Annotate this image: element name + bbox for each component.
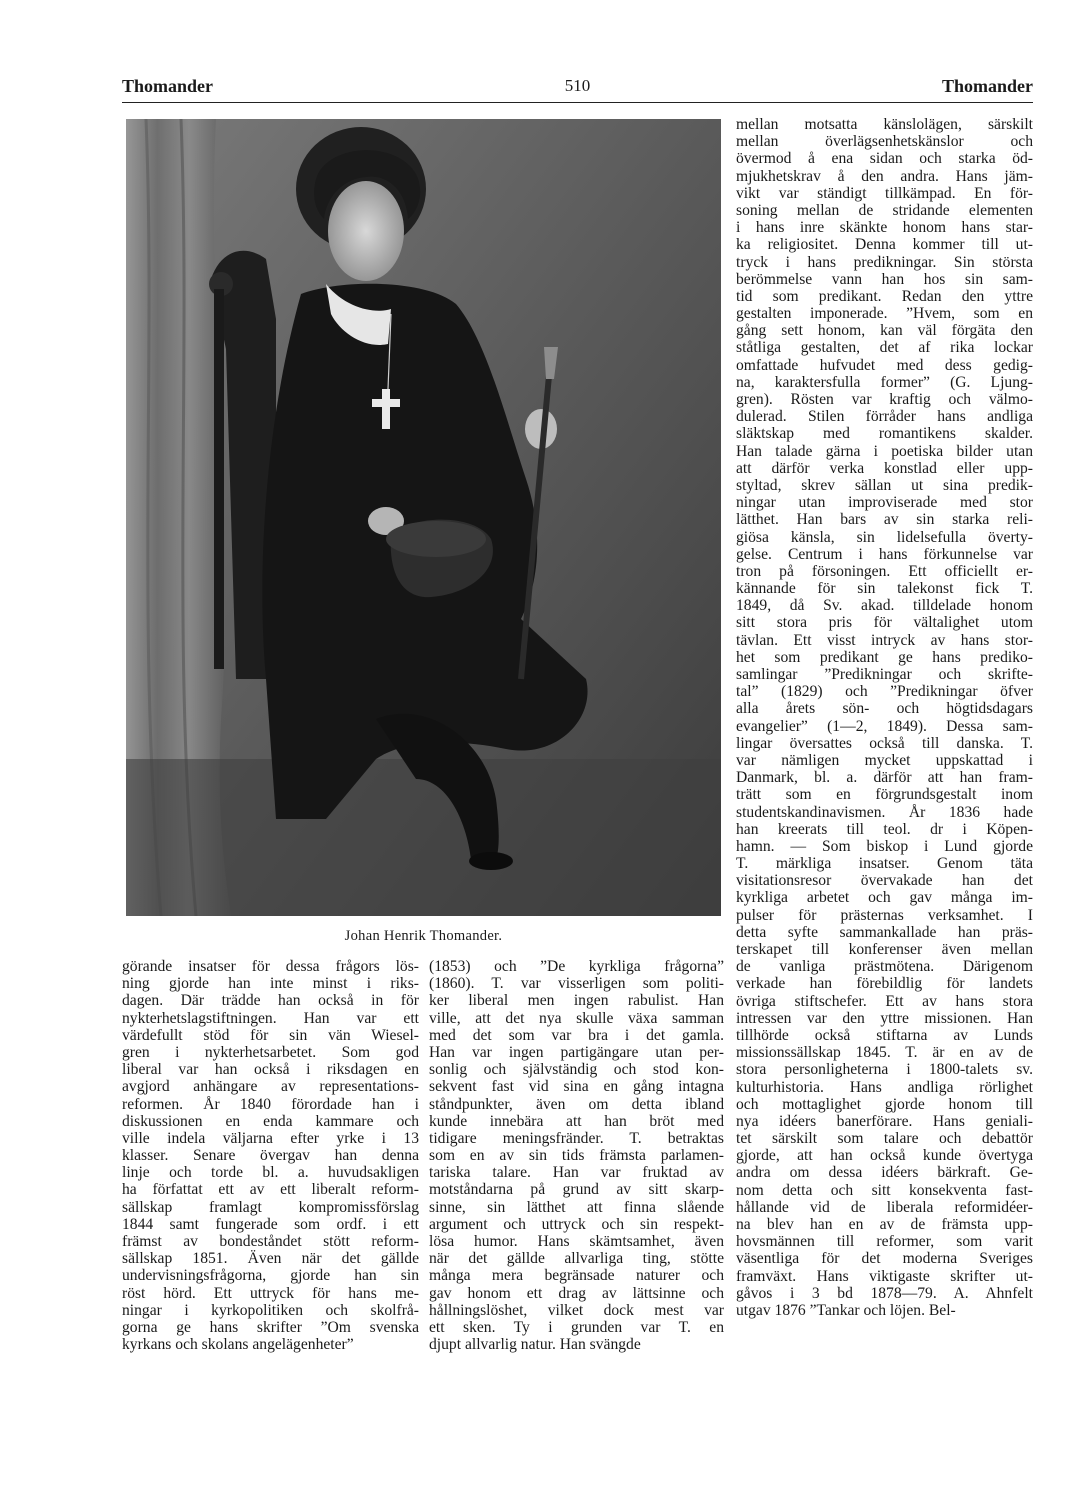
text-line: Han var ingen partigängare utan per- — [429, 1043, 724, 1061]
text-line: ett sken. Ty i grunden var T. en — [429, 1318, 724, 1336]
text-line: evangelier” (1—2, 1849). Dessa sam- — [736, 717, 1033, 735]
text-line: gåvos i 3 bd 1878—79. A. Ahnfelt — [736, 1284, 1033, 1302]
text-line: terskapet till konferenser även mellan — [736, 941, 1033, 958]
text-line: gren). Rösten var kraftig och välmo- — [736, 391, 1033, 408]
text-line: ning gjorde han inte minst i riks- — [122, 975, 419, 993]
text-line: tillhörde också stiftarna av Lunds — [736, 1026, 1033, 1044]
text-line: samlingar ”Predikningar och skrifte- — [736, 666, 1033, 683]
text-line: som en av sin tids främsta parlamen- — [429, 1147, 724, 1165]
text-line: linje och torde bl. a. huvudsakligen — [122, 1164, 419, 1182]
text-line: nya idéers banerförare. Hans geniali- — [736, 1112, 1033, 1130]
text-line: klasser. Senare övergav han denna — [122, 1147, 419, 1165]
text-line: intressen var den yttre missionen. Han — [736, 1009, 1033, 1027]
running-head-right: Thomander — [941, 76, 1033, 96]
text-line: studentskandinavismen. År 1836 hade — [736, 803, 1033, 821]
text-line: motståndarna på grund av sitt skarp- — [429, 1181, 724, 1199]
text-line: gjorde, att han också kunde övertyga — [736, 1147, 1033, 1165]
text-line: T. märkliga insatser. Genom täta — [736, 855, 1033, 873]
text-line: ha författat ett av ett liberalt reform- — [122, 1181, 419, 1199]
text-line: argument och uttryck och sin respekt- — [429, 1215, 724, 1233]
figure-caption: Johan Henrik Thomander. — [344, 928, 503, 944]
text-line: tron på försoningen. Ett officiellt er- — [736, 562, 1033, 580]
text-line: kyrkans och skolans angelägenheter” — [122, 1336, 354, 1354]
text-line: Han talade gärna i poetiska bilder utan — [736, 442, 1033, 460]
text-line: ståtliga gestalten, det af rika lockar — [736, 339, 1033, 357]
text-line: nykterhetslagstiftningen. Han var ett — [122, 1009, 419, 1027]
text-line: verkade han förebildlig för landets — [736, 975, 1033, 993]
text-line: görande insatser för dessa frågors lös- — [122, 958, 419, 975]
text-line: ningar utan improviserade med stor — [736, 494, 1033, 512]
portrait-photograph — [126, 119, 721, 916]
text-line: omfattade hufvudet med dess gedig- — [736, 356, 1033, 374]
text-line: övermod å ena sidan och starka öd- — [736, 150, 1033, 168]
text-line: hållningslöshet, vilket dock mest var — [429, 1301, 724, 1319]
text-line: sonlig och självständig och stod kon- — [429, 1061, 724, 1079]
text-line: tidigare meningsfränder. T. betraktas — [429, 1129, 724, 1147]
text-line: avgjord anhängare av representations- — [122, 1078, 419, 1096]
text-line: röst hörd. Ett uttryck för hans me- — [122, 1284, 419, 1302]
text-line: undervisningsfrågorna, gjorde han sin — [122, 1267, 419, 1285]
text-line: pulser för prästernas verksamhet. I — [736, 906, 1033, 924]
text-line: tid som predikant. Redan den yttre — [736, 287, 1033, 305]
text-line: giösa känsla, sin lidelsefulla överty- — [736, 528, 1033, 546]
text-line: gång sett honom, kan väl förgäta den — [736, 322, 1033, 340]
text-line: släktskap med romantikens skalder. — [736, 425, 1033, 443]
text-line: hovsmännen till reformer, som varit — [736, 1233, 1033, 1251]
text-line: (1853) och ”De kyrkliga frågorna” — [429, 958, 724, 975]
text-line: framväxt. Hans viktigaste skrifter ut- — [736, 1267, 1033, 1285]
page-number: 510 — [564, 76, 591, 95]
text-line: na, karaktersfulla former” (G. Ljung- — [736, 373, 1033, 391]
text-line: gav honom ett drag av lättsinne och — [429, 1284, 724, 1302]
text-line: tal” (1829) och ”Predikningar öfver — [736, 683, 1033, 701]
text-line: trätt som en förgrundsgestalt inom — [736, 786, 1033, 804]
text-line: kunde innebära att han bröt med — [429, 1112, 724, 1130]
text-line: mellan motsatta känslolägen, särskilt — [736, 116, 1033, 133]
portrait-illustration — [126, 119, 721, 916]
text-line: mjukhetskrav å den andra. Hans jäm- — [736, 167, 1033, 185]
text-line: värdefullt stöd för sin vän Wiesel- — [122, 1026, 419, 1044]
text-line: ville indela väljarna efter yrke i 13 — [122, 1129, 419, 1147]
text-line: dagen. Där trädde han också in för — [122, 992, 419, 1010]
text-line: sitt stora pris för vältalighet utom — [736, 614, 1033, 632]
running-head — [122, 72, 1033, 100]
text-line: mellan överlägsenhetskänslor och — [736, 133, 1033, 151]
text-line: hamn. — Som biskop i Lund gjorde — [736, 837, 1033, 855]
text-line: tävlan. Ett visst intryck av hans stor- — [736, 631, 1033, 649]
header-rule — [122, 102, 1033, 103]
text-line: kännande för sin talekonst fick T. — [736, 580, 1033, 598]
text-line: detta syfte sammankallade han präs- — [736, 923, 1033, 941]
text-line: gren i nykterhetsarbetet. Som god — [122, 1043, 419, 1061]
text-line: reformen. År 1840 förordade han i — [122, 1095, 419, 1113]
text-column-left — [122, 958, 419, 1353]
text-line: hållande vid de liberala reformidéer- — [736, 1198, 1033, 1216]
text-line: ka religiositet. Denna kommer till ut- — [736, 236, 1033, 254]
text-line: tet särskilt som talare och debattör — [736, 1130, 1033, 1148]
text-line: lingar översattes också till danska. T. — [736, 734, 1033, 752]
text-line: sekvent fast vid sina en gång intagna — [429, 1078, 724, 1096]
text-line: 1849, då Sv. akad. tilldelade honom — [736, 597, 1033, 615]
text-line: utgav 1876 ”Tankar och löjen. Bel- — [736, 1301, 956, 1319]
text-line: 1844 samt fungerade som ordf. i ett — [122, 1215, 419, 1233]
text-line: gelse. Centrum i hans förkunnelse var — [736, 545, 1033, 563]
text-line: stora personligheterna i 1800-talets sv. — [736, 1061, 1033, 1079]
text-line: dulerad. Stilen förråder hans andliga — [736, 408, 1033, 426]
text-line: djupt allvarlig natur. Han svängde — [429, 1336, 641, 1354]
text-line: övriga stiftschefer. Ett av hans stora — [736, 992, 1033, 1010]
text-line: med det som var bra i det gamla. — [429, 1026, 724, 1044]
text-line: ningar i kyrkopolitiken och skolfrå- — [122, 1301, 419, 1319]
text-line: tryck i hans predikningar. Sin största — [736, 253, 1033, 271]
text-line: många mera begränsade naturer och — [429, 1267, 724, 1285]
text-line: diskussionen en enda kammare och — [122, 1112, 419, 1130]
text-line: sinne, sin lätthet att finna slående — [429, 1198, 724, 1216]
text-line: tariska talare. Han var fruktad av — [429, 1164, 724, 1182]
text-line: andra om dessa idéers bärkraft. Ge- — [736, 1164, 1033, 1182]
text-line: och mottaglighet gjorde honom till — [736, 1095, 1033, 1113]
text-line: sällskap 1851. Även när det gällde — [122, 1250, 419, 1268]
running-head-left: Thomander — [122, 76, 214, 96]
text-line: de vanliga prästmötena. Därigenom — [736, 958, 1033, 976]
text-line: lösa humor. Hans skämtsamhet, även — [429, 1233, 724, 1250]
text-line: var nämligen mycket uppskattad i — [736, 751, 1033, 769]
text-line: sällskap framlagt kompromissförslag — [122, 1198, 419, 1216]
text-line: nom detta och sitt konsekventa fast- — [736, 1181, 1033, 1199]
text-line: gestalten imponerade. ”Hvem, som en — [736, 305, 1033, 323]
text-line: när det gällde allvarliga ting, stötte — [429, 1250, 724, 1268]
text-line: ker liberal men ingen rabulist. Han — [429, 992, 724, 1010]
text-column-right — [736, 116, 1033, 1319]
text-line: han kreerats till teol. dr i Köpen- — [736, 820, 1033, 838]
text-line: Danmark, bl. a. därför att han fram- — [736, 769, 1033, 787]
text-line: kulturhistoria. Hans andliga rörlighet — [736, 1078, 1033, 1096]
text-column-middle — [429, 958, 724, 1353]
text-line: missionssällskap 1845. T. är en av de — [736, 1044, 1033, 1062]
text-line: lätthet. Han bars av sin starka reli- — [736, 511, 1033, 529]
text-line: liberal var han också i riksdagen en — [122, 1061, 419, 1079]
text-line: soning mellan de stridande elementen — [736, 201, 1033, 219]
text-line: berömmelse vann han hos sin sam- — [736, 270, 1033, 288]
text-line: kyrkliga arbetet och gav många im- — [736, 889, 1033, 907]
text-line: (1860). T. var visserligen som politi- — [429, 975, 724, 993]
text-line: främst av bondeståndet stött reform- — [122, 1233, 419, 1250]
text-line: gorna ge hans skrifter ”Om svenska — [122, 1318, 419, 1336]
text-line: väsentliga för det moderna Sveriges — [736, 1250, 1033, 1268]
text-line: i hans inre skänkte honom hans star- — [736, 219, 1033, 237]
text-line: visitationsresor övervakade han det — [736, 872, 1033, 890]
text-line: styltad, skrev sällan ut sina predik- — [736, 476, 1033, 494]
text-line: ståndpunkter, även om detta ibland — [429, 1095, 724, 1113]
text-line: alla årets sön- och högtidsdagars — [736, 700, 1033, 718]
text-line: het som predikant ge hans prediko- — [736, 648, 1033, 666]
text-line: vikt var ständigt tillkämpad. En för- — [736, 184, 1033, 202]
text-line: ville, att det nya skulle växa samman — [429, 1009, 724, 1027]
text-line: na blev han en av de främsta upp- — [736, 1216, 1033, 1233]
text-line: att därför verka konstlad eller upp- — [736, 459, 1033, 477]
